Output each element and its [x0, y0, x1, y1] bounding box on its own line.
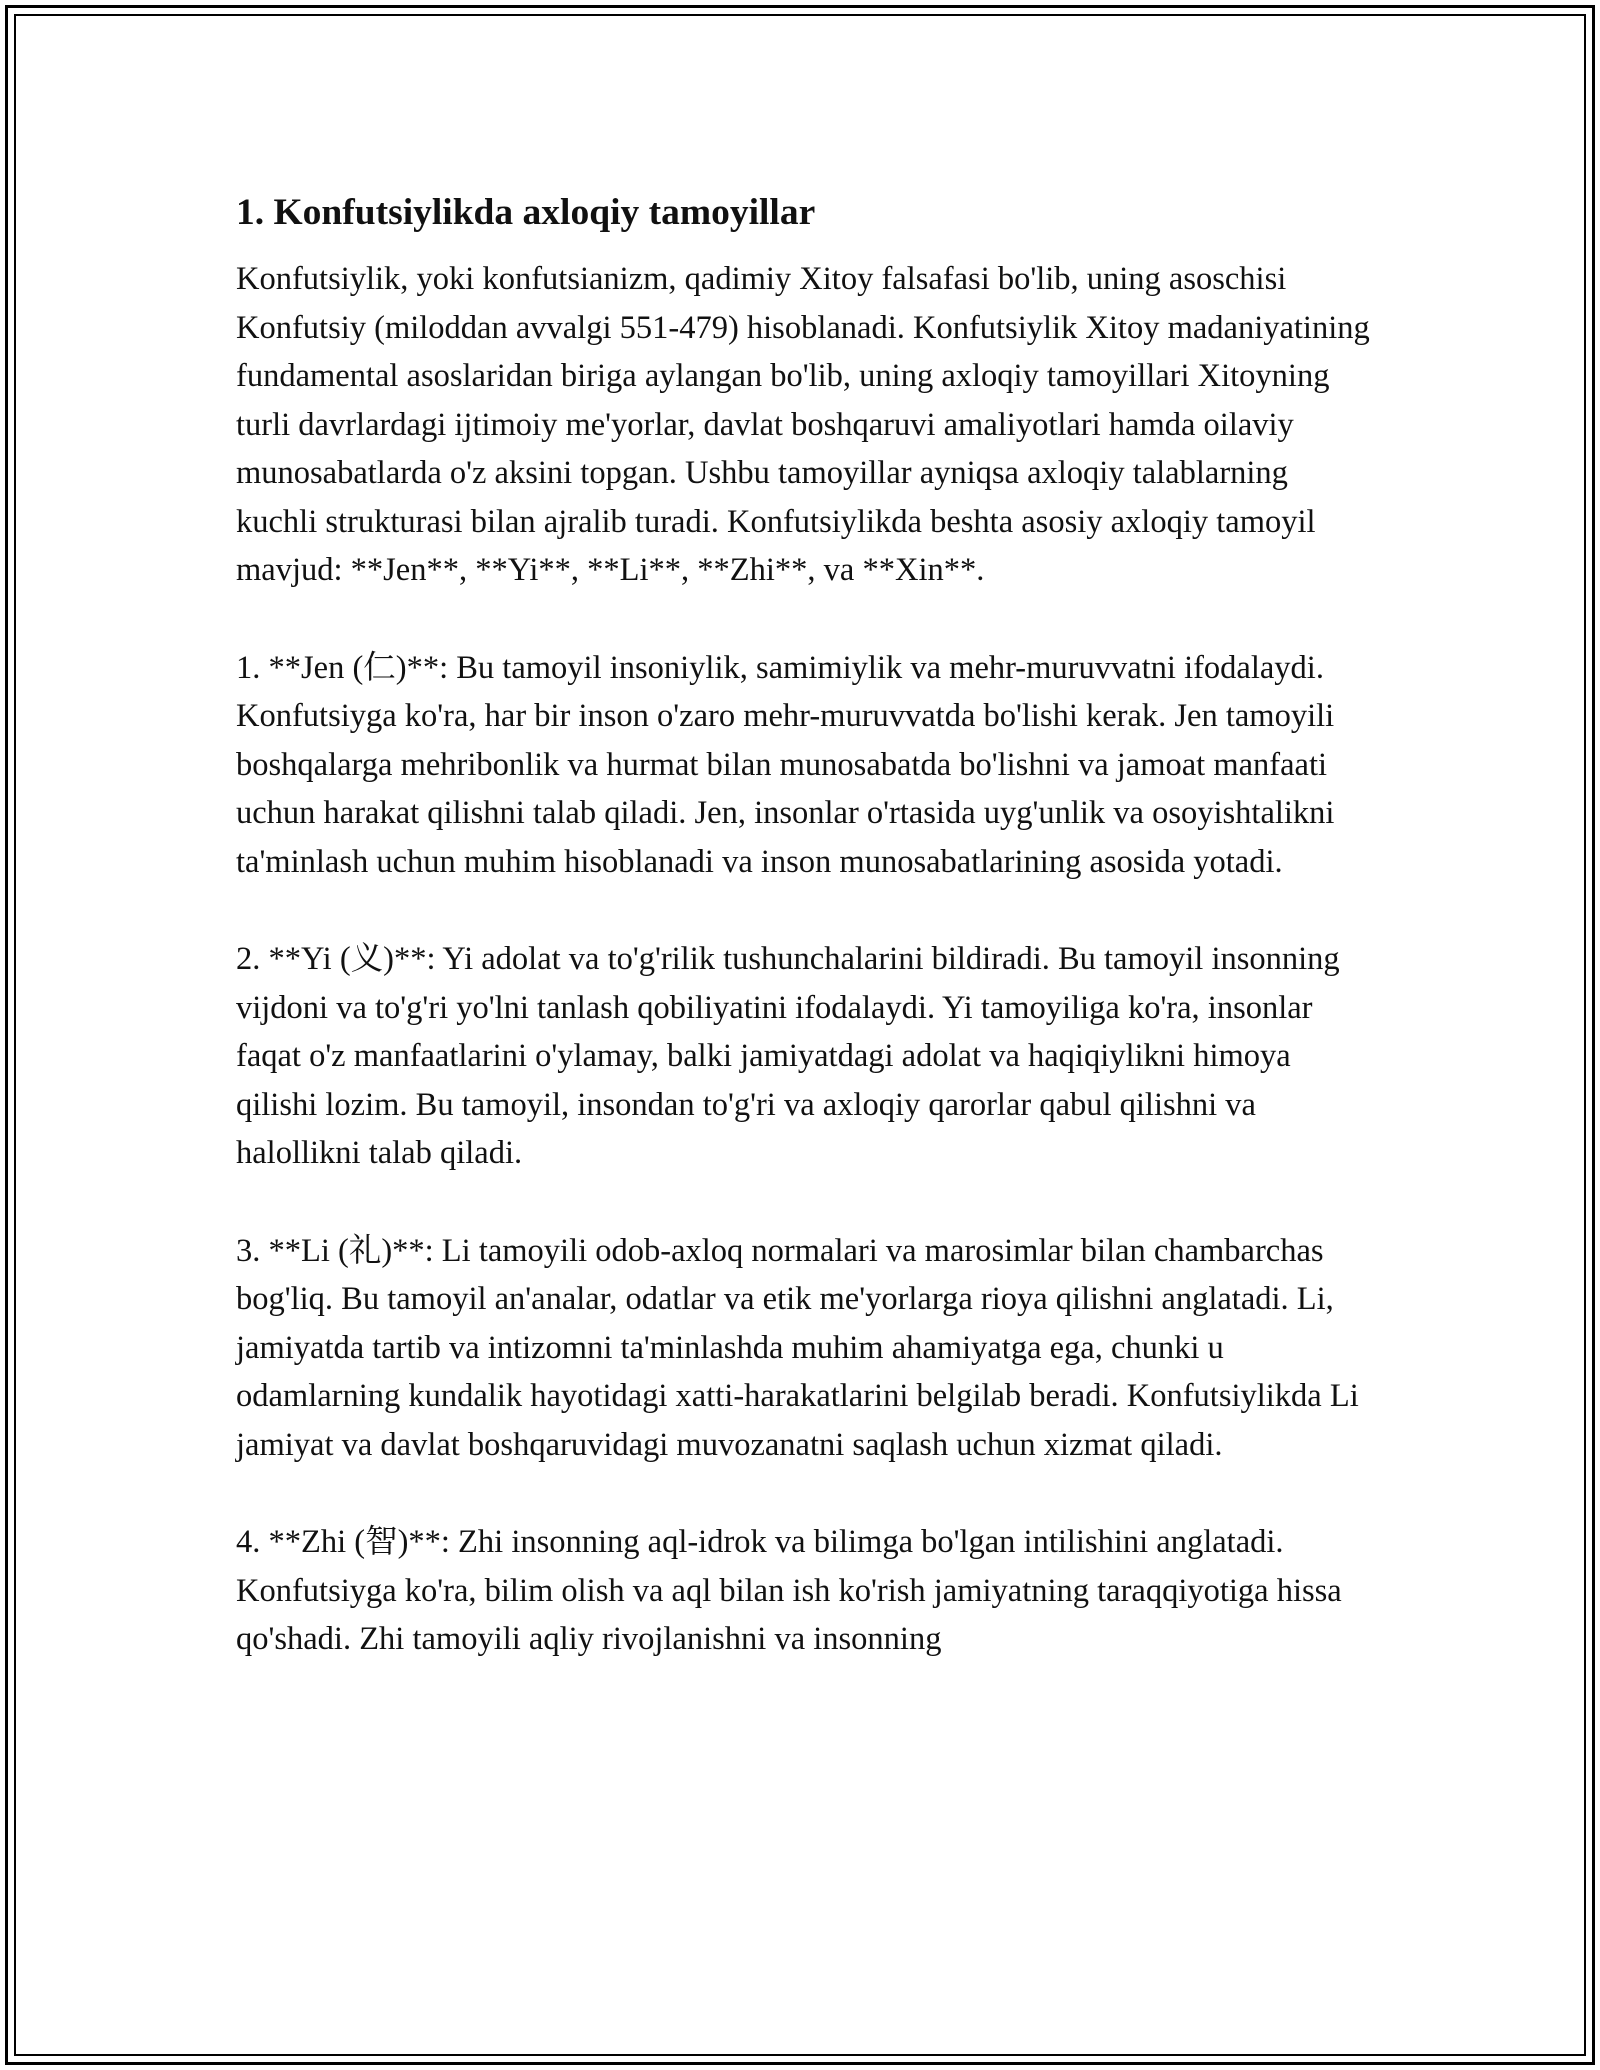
paragraph-yi: 2. **Yi (义)**: Yi adolat va to'g'rilik tushunchalarini bildiradi. Bu tamoyil insonning vijdoni va to'g'ri yo'lni tanlash qobiliyatini ifodalaydi. Yi tamoyiliga ko'ra, insonlar faqat o'z manfaatlarini o'ylamay, balki jamiyatdagi adolat va haqiqiylikni himoya qilishi lozim. Bu tamoyil, insondan to'g'ri va axloqiy qarorlar qabul qilishni va halollikni talab qiladi.: [236, 941, 1340, 1171]
paragraph-jen: 1. **Jen (仁)**: Bu tamoyil insoniylik, samimiylik va mehr-muruvvatni ifodalaydi. Konfutsiyga ko'ra, har bir inson o'zaro mehr-muruvvatda bo'lishi kerak. Jen tamoyili boshqalarga mehribonlik va hurmat bilan munosabatda bo'lishni va jamoat manfaati uchun harakat qilishni talab qiladi. Jen, insonlar o'rtasida uyg'unlik va osoyishtalikni ta'minlash uchun muhim hisoblanadi va inson munosabatlarining asosida yotadi.: [236, 649, 1335, 880]
paragraph-li: 3. **Li (礼)**: Li tamoyili odob-axloq normalari va marosimlar bilan chambarchas bog'liq. Bu tamoyil an'analar, odatlar va etik me'yorlarga rioya qilishni anglatadi. Li, jamiyatda tartib va intizomni ta'minlashda muhim ahamiyatga ega, chunki u odamlarning kundalik hayotidagi xatti-harakatlarini belgilab beradi. Konfutsiylikda Li jamiyat va davlat boshqaruvidagi muvozanatni saqlash uchun xizmat qiladi.: [236, 1232, 1359, 1463]
document-body: [236, 185, 1376, 1713]
intro-paragraph: Konfutsiylik, yoki konfutsianizm, qadimiy Xitoy falsafasi bo'lib, uning asoschisi Konfutsiy (miloddan avvalgi 551-479) hisoblanadi. Konfutsiylik Xitoy madaniyatining fundamental asoslaridan biriga aylangan bo'lib, uning axloqiy tamoyillari Xitoyning turli davrlardagi ijtimoiy me'yorlar, davlat boshqaruvi amaliyotlari hamda oilaviy munosabatlarda o'z aksini topgan. Ushbu tamoyillar ayniqsa axloqiy talablarning kuchli strukturasi bilan ajralib turadi. Konfutsiylikda beshta asosiy axloqiy tamoyil mavjud: **Jen**, **Yi**, **Li**, **Zhi**, va **Xin**.: [236, 261, 1370, 588]
section-heading: 1. Konfutsiylikda axloqiy tamoyillar: [236, 192, 816, 233]
paragraph-zhi: 4. **Zhi (智)**: Zhi insonning aql-idrok va bilimga bo'lgan intilishini anglatadi. Konfutsiyga ko'ra, bilim olish va aql bilan ish ko'rish jamiyatning taraqqiyotiga hissa qo'shadi. Zhi tamoyili aqliy rivojlanishni va insonning: [236, 1524, 1342, 1657]
